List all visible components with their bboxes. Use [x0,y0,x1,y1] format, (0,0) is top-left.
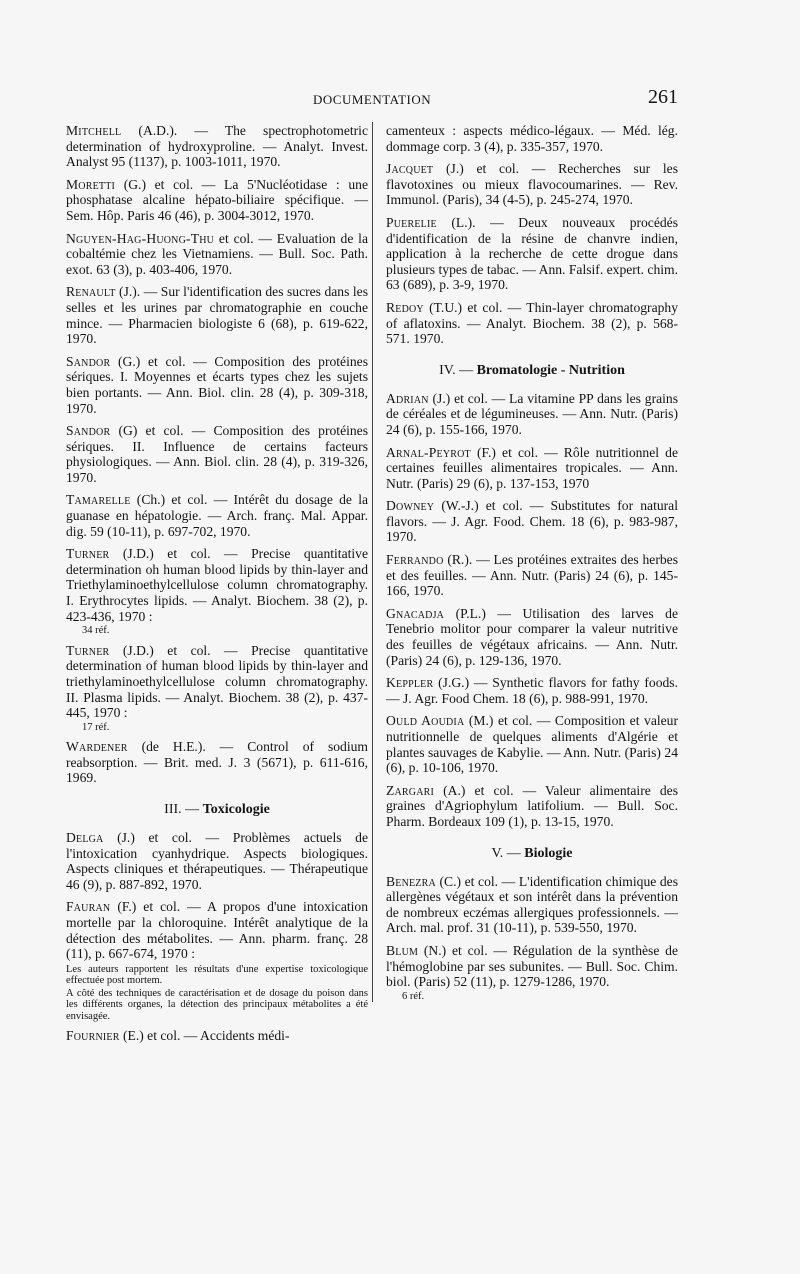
entry-author: Gnacadja [386,605,445,621]
entry-group [66,643,368,721]
entry-author: Jacquet [386,161,434,177]
section-number: V. — [491,845,525,861]
entry-text: (J.) et col. — La vitamine PP dans les grains de céréales et de légumineuses. — Ann. Nutr. (Paris) 24 (6), p. 155-166, 1970. [386,390,678,437]
bibliography-entry [66,284,368,346]
entry-group [66,123,368,624]
entry-author: Delga [66,829,104,845]
entry-author: Keppler [386,675,434,691]
entry-author: Tamarelle [66,492,131,508]
entry-group [386,123,678,347]
bibliography-entry [66,231,368,278]
bibliography-entry [386,300,678,347]
bibliography-entry [386,498,678,545]
entry-author: Benezra [386,873,436,889]
bibliography-entry [386,215,678,293]
entry-author: Zargari [386,782,435,798]
entry-text: (A.) et col. — Valeur alimentaire des graines d'Agriophylum latifolium. — Bull. Soc. Pharm. Bordeaux 109 (1), p. 13-15, 1970. [386,782,678,829]
bibliography-entry [386,713,678,775]
bibliography-entry [386,123,678,154]
reference-count-note: 6 réf. [402,990,425,1002]
bibliography-entry [386,445,678,492]
bibliography-entry [386,606,678,668]
bibliography-entry [66,492,368,539]
entry-text: (F.) et col. — A propos d'une intoxication mortelle par la chloroquine. Intérêt analytique de la détection des métabolites. — Ann. pharm. franç. 28 (11), p. 667-674, 1970 : [66,899,368,962]
reference-count-note: 34 réf. [82,625,110,637]
entry-text: (J.) et col. — Problèmes actuels de l'intoxication cyanhydrique. Aspects biologiques. Aspects cliniques et thérapeutiques. — Thérapeutique 46 (9), p. 887-892, 1970. [66,829,368,892]
entry-author: Nguyen-Hag-Huong-Thu [66,230,215,246]
entry-author: Fournier [66,1028,120,1044]
column-divider [372,122,373,1002]
entry-author: Sandor [66,423,111,439]
entry-text: (J.G.) — Synthetic flavors for fathy foods. — J. Agr. Food Chem. 18 (6), p. 988-991, 1970. [386,675,678,706]
section-heading-biologie [386,846,678,862]
bibliography-entry [386,943,678,990]
bibliography-entry [66,123,368,170]
entry-text: (N.) et col. — Régulation de la synthèse de l'hémoglobine par ses subunites. — Bull. Soc. Chim. biol. (Paris) 52 (11), p. 1279-1286, 1970. [386,942,678,990]
entry-author: Mitchell [66,123,122,138]
entry-group [66,830,368,962]
bibliography-entry [66,830,368,892]
bibliography-entry [386,391,678,438]
bibliography-entry [66,423,368,485]
section-title: Bromatologie - Nutrition [476,362,625,378]
bibliography-entry [66,354,368,416]
entry-group [386,874,678,990]
section-title: Biologie [524,845,573,861]
bibliography-entry [66,899,368,961]
entry-text: (P.L.) — Utilisation des larves de Tenebrio molitor pour comparer la valeur nutritive des feuilles de végétaux africains. — Ann. Nutr. (Paris) 24 (6), p. 129-136, 1970. [386,605,678,668]
entry-text: (J.D.) et col. — Precise quantitative determination of human blood lipids by thin-layer and triethylaminoethylcellulose column chromatography. II. Plasma lipids. — Analyt. Biochem. 38 (2), p. 437-445, 1970 : [66,642,368,721]
abstract-note: Les auteurs rapportent les résultats d'une expertise toxicologique effectuée post mortem. [66,963,368,987]
section-heading-toxicologie [66,802,368,818]
entry-text: (T.U.) et col. — Thin-layer chromatography of aflatoxins. — Analyt. Biochem. 38 (2), p. 568-571. 1970. [386,299,678,347]
bibliography-entry [66,177,368,224]
section-title: Toxicologie [202,801,270,817]
entry-author: Adrian [386,390,429,406]
bibliography-entry [66,546,368,624]
entry-author: Wardener [66,739,128,755]
bibliography-entry [386,161,678,208]
entry-author: Arnal-Peyrot [386,444,471,460]
entry-text: (R.). — Les protéines extraites des herbes et des feuilles. — Ann. Nutr. (Paris) 24 (6), p. 145-166, 1970. [386,552,678,599]
page-header [0,86,800,116]
entry-text: (J.). — Sur l'identification des sucres dans les selles et les urines par chromatographie en couche mince. — Pharmacien biologiste 6 (68), p. 619-622, 1970. [66,284,368,347]
bibliography-entry [386,783,678,830]
entry-author: Renault [66,284,116,300]
entry-text: (J.D.) et col. — Precise quantitative determination oh human blood lipids by thin-layer and Triethylaminoethylcellulose column chromatography. I. Erythrocytes lipids. — Analyt. Biochem. 38 (2), p. 423-436, 1970 : [66,546,368,624]
entry-group [386,391,678,830]
bibliography-entry [66,1028,368,1044]
entry-text: (G.) et col. — La 5'Nucléotidase : une phosphatase alcaline hépato-biliaire spécifique. — Sem. Hôp. Paris 46 (46), p. 3004-3012, 1970. [66,176,368,223]
left-column [66,123,368,1051]
page-number: 261 [648,86,678,108]
entry-author: Turner [66,642,110,658]
entry-text: (C.) et col. — L'identification chimique des allergènes végétaux et son intérêt dans la prévention de nombreux eczémas allergiques professionnels. — Arch. mal. prof. 31 (10-11), p. 539-550, 1970. [386,873,678,936]
entry-text: (M.) et col. — Composition et valeur nutritionnelle de quelques aliments d'Algérie et plantes sauvages de Kabylie. — Ann. Nutr. (Paris) 24 (6), p. 10-106, 1970. [386,713,678,776]
entry-author: Redoy [386,299,424,315]
bibliography-entry [386,874,678,936]
entry-author: Ould Aoudia [386,713,465,729]
entry-text: (de H.E.). — Control of sodium reabsorption. — Brit. med. J. 3 (5671), p. 611-616, 1969. [66,739,368,786]
entry-text: (G.) et col. — Composition des protéines sériques. I. Moyennes et écarts types chez les sujets bien portants. — Ann. Biol. clin. 28 (4), p. 309-318, 1970. [66,353,368,416]
bibliography-entry [386,552,678,599]
section-number: IV. — [439,362,477,378]
entry-group [66,739,368,786]
entry-author: Fauran [66,899,111,915]
running-head: DOCUMENTATION [313,92,432,107]
entry-text: (Ch.) et col. — Intérêt du dosage de la guanase en hépatologie. — Arch. franç. Mal. Appar. dig. 59 (10-11), p. 697-702, 1970. [66,492,368,539]
entry-author: Sandor [66,353,111,369]
right-column [386,123,678,1008]
entry-text: (F.) et col. — Rôle nutritionnel de certaines feuilles alimentaires tropicales. — Ann. Nutr. (Paris) 29 (6), p. 137-153, 1970 [386,444,678,491]
bibliography-entry [66,739,368,786]
entry-text: (G) et col. — Composition des protéines sériques. II. Influence de certains facteurs physiologiques. — Ann. Biol. clin. 28 (4), p. 319-326, 1970. [66,423,368,485]
abstract-note: A côté des techniques de caractérisation et de dosage du poison dans les différents organes, la détection des principaux métabolites a été envisagée. [66,987,368,1022]
entry-author: Downey [386,498,435,514]
entry-author: Ferrando [386,552,444,568]
entry-text: (E.) et col. — Accidents médi- [119,1028,290,1044]
entry-text: camenteux : aspects médico-légaux. — Méd. lég. dommage corp. 3 (4), p. 335-357, 1970. [386,123,678,154]
entry-group [66,1028,368,1044]
section-heading-bromatologie [386,363,678,379]
entry-text: (L.). — Deux nouveaux procédés d'identification de la résine de chanvre indien, application à la recherche de cette drogue dans plusieurs types de tabac. — Ann. Falsif. expert. chim. 63 (689), p. 3-9, 1970. [386,214,678,293]
entry-author: Moretti [66,176,116,192]
bibliography-entry [386,675,678,706]
entry-author: Blum [386,942,419,958]
bibliography-entry [66,643,368,721]
entry-text: (W.-J.) et col. — Substitutes for natural flavors. — J. Agr. Food. Chem. 18 (6), p. 983-987, 1970. [386,498,678,545]
entry-text: et col. — Evaluation de la cobaltémie chez les Vietnamiens. — Bull. Soc. Path. exot. 63 (3), p. 403-406, 1970. [66,230,368,277]
section-number: III. — [164,801,203,817]
reference-count-note: 17 réf. [82,721,110,733]
entry-author: Turner [66,546,110,562]
entry-text: (J.) et col. — Recherches sur les flavotoxines ou mieux flavocoumarines. — Rev. Immunol. (Paris), 34 (4-5), p. 245-274, 1970. [386,161,678,208]
entry-text: (A.D.). — The spectrophotometric determination of hydroxyproline. — Analyt. Invest. Analyst 95 (1137), p. 1003-1011, 1970. [66,123,368,170]
entry-author: Puerelie [386,214,437,230]
